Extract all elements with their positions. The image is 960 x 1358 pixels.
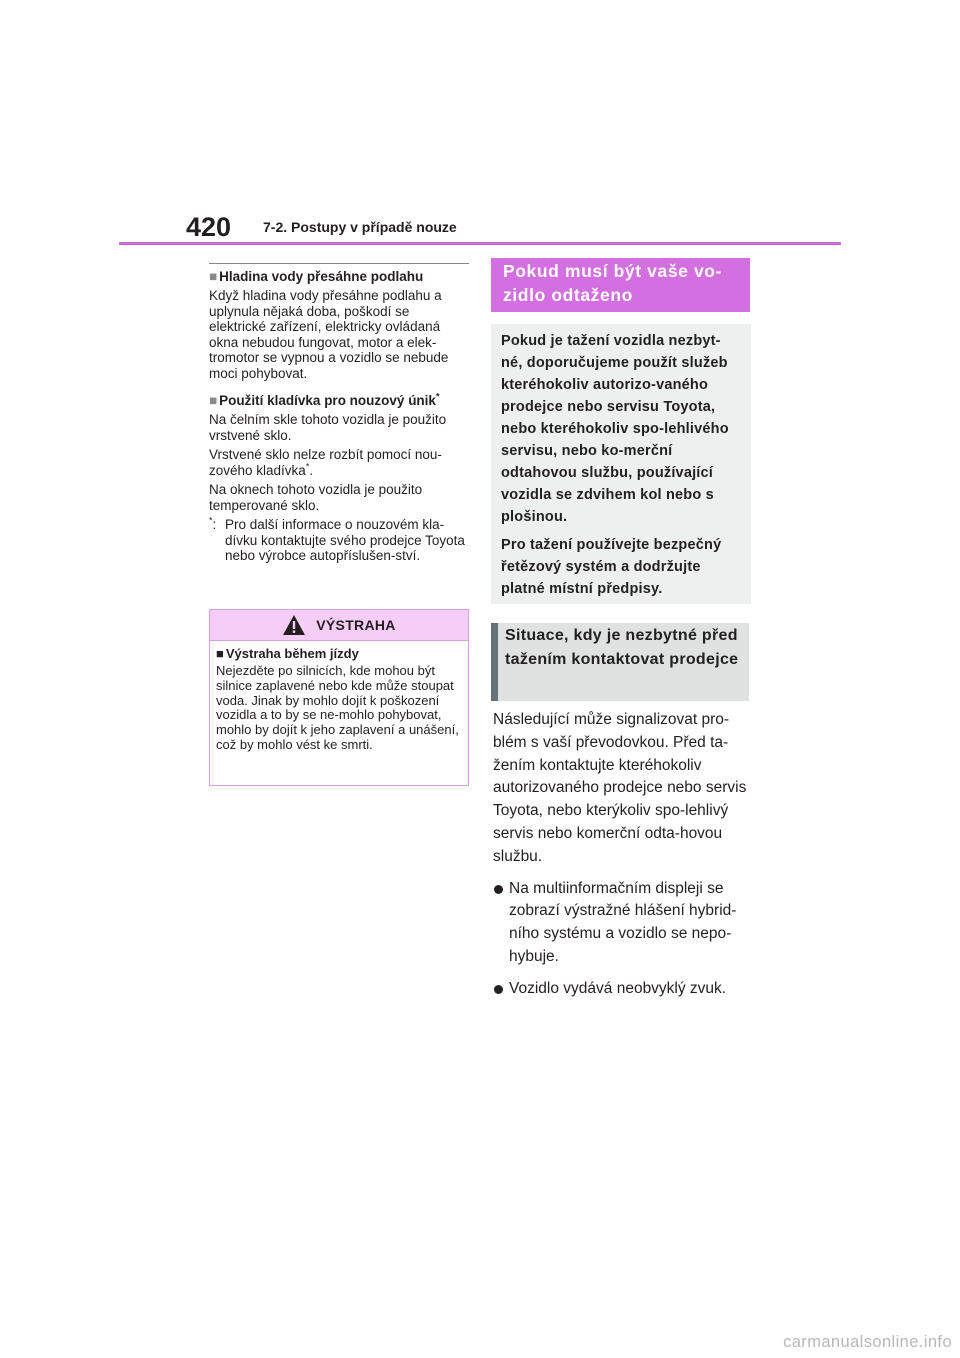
list-item-text: Vozidlo vydává neobvyklý zvuk. — [509, 979, 727, 997]
warning-text: Nejezděte po silnicích, kde mohou být silnice zaplavené nebo kde může stoupat voda. Jinak by mohlo dojít k poškození vozidla a to by se ne-mohlo pohybovat, mohlo by dojít k jeho zaplavení a unášení, což by mohlo vést ke smrti. — [216, 663, 459, 752]
list-item — [493, 978, 755, 1001]
body-paragraph: Následující může signalizovat pro-blém s vaší převodovkou. Před ta-žením kontaktujte kteréhokoliv autorizovaného prodejce nebo servis Toyota, nebo kterýkoliv spo-lehlivý servis nebo komerční odta-hovou službu. — [493, 711, 747, 865]
hammer-note-end: . — [309, 462, 314, 478]
square-bullet-icon: ■ — [209, 269, 218, 284]
warning-triangle-icon — [282, 614, 306, 636]
subsection-heading: Situace, kdy je nezbytné před tažením kontaktovat prodejce — [491, 623, 749, 701]
square-bullet-icon: ■ — [209, 393, 218, 408]
warning-subheading — [216, 645, 462, 662]
subheading-water-level — [209, 268, 469, 285]
warning-title: VÝSTRAHA — [316, 617, 396, 633]
warning-header — [210, 610, 468, 641]
left-column — [209, 263, 469, 564]
footnote-label — [209, 517, 216, 533]
warning-subheading-text: Výstraha během jízdy — [225, 646, 359, 661]
page-number: 420 — [186, 212, 232, 242]
towing-info-panel — [491, 324, 751, 604]
hammer-note-paragraph — [209, 447, 469, 478]
towing-panel-paragraph-1: Pokud je tažení vozidla nezbyt-né, doporučujeme použít služeb kteréhokoliv autorizo-vaného prodejce nebo servisu Toyota, nebo kteréhokoliv spo-lehlivého servisu, nebo ko-merční odtahovou službu, používající vozidla se zdvihem kol nebo s plošinou. — [501, 333, 729, 525]
watermark[interactable]: carmanualsonline.info — [783, 1333, 952, 1351]
footnote-mark: * — [209, 515, 213, 526]
tempered-glass-paragraph: Na oknech tohoto vozidla je použito temperované sklo. — [209, 482, 423, 513]
laminated-glass-paragraph: Na čelním skle tohoto vozidla je použito vrstvené sklo. — [209, 412, 447, 443]
hammer-note-text: Vrstvené sklo nelze rozbít pomocí nou-zového kladívka — [209, 447, 442, 478]
header-rule — [119, 242, 841, 245]
section-title: 7-2. Postupy v případě nouze — [263, 219, 457, 235]
footnote-text: Pro další informace o nouzovém kla-dívku kontaktujte svého prodejce Toyota nebo výrobce autopříslušen-ství. — [225, 517, 465, 563]
round-bullet-icon — [494, 985, 503, 994]
subheading-water-level-text: Hladina vody přesáhne podlahu — [219, 269, 424, 284]
warning-box — [209, 609, 469, 786]
footnote-mark: * — [305, 461, 310, 471]
footnote — [209, 517, 469, 564]
footnote-mark: * — [435, 391, 440, 402]
list-item-text: Na multiinformačním displeji se zobrazí výstražné hlášení hybrid-ního systému a vozidlo se nepo-hybuje. — [509, 879, 737, 965]
towing-panel-paragraph-2: Pro tažení používejte bezpečný řetězový systém a dodržujte platné místní předpisy. — [501, 537, 722, 597]
square-bullet-icon: ■ — [216, 646, 224, 661]
round-bullet-icon — [494, 885, 503, 894]
towing-banner: Pokud musí být vaše vo-zidlo odtaženo — [491, 258, 750, 312]
subheading-emergency-hammer — [209, 392, 469, 409]
water-level-paragraph: Když hladina vody přesáhne podlahu a uplynula nějaká doba, poškodí se elektrické zařízení, elektricky ovládaná okna nebudou fungovat, motor a elek-tromotor se vypnou a vozidlo se nebude moci pohybovat. — [209, 288, 449, 381]
right-body — [493, 709, 755, 1001]
list-item — [493, 878, 755, 969]
footnote-prefix: : — [212, 517, 217, 532]
subheading-emergency-hammer-text: Použití kladívka pro nouzový únik — [219, 393, 436, 408]
subhead-rule — [209, 263, 469, 264]
